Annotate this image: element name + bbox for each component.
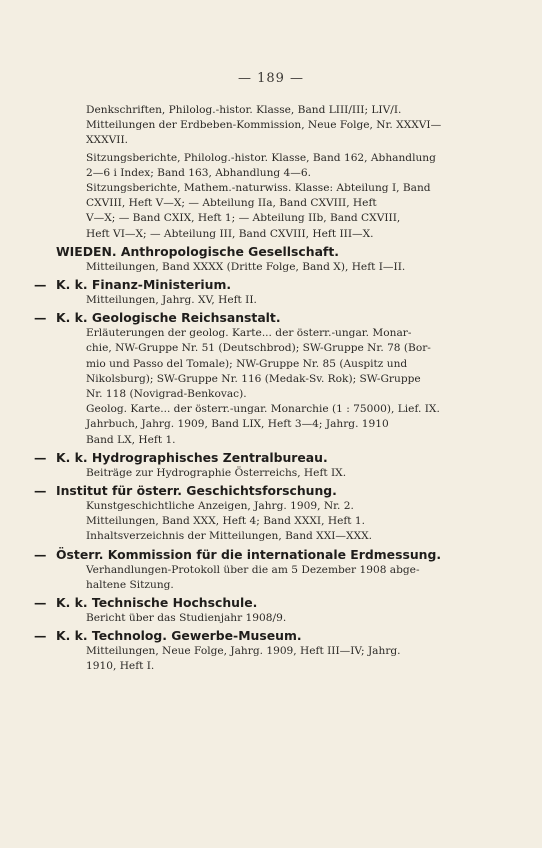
text-line: Erläuterungen der geolog. Karte... der österr.-ungar. Monar- <box>86 327 412 340</box>
text-line: Beiträge zur Hydrographie Österreichs, Heft IX. <box>86 466 347 479</box>
entry-denkschriften <box>86 103 486 149</box>
section-heading <box>34 450 486 466</box>
text-line: Mitteilungen, Band XXX, Heft 4; Band XXXI, Heft 1. <box>86 515 365 528</box>
heading-text: WIEDEN. Anthropologische Gesellschaft. <box>56 243 339 259</box>
heading-text: K. k. Hydrographisches Zentralbureau. <box>56 449 328 465</box>
section-heading <box>34 547 486 563</box>
dash-marker: — <box>34 310 47 326</box>
dash-marker: — <box>34 595 47 611</box>
text-line: chie, NW-Gruppe Nr. 51 (Deutschbrod); SW-Gruppe Nr. 78 (Bor- <box>86 342 431 355</box>
section-entries <box>86 260 486 275</box>
text-line: XXXVII. <box>86 134 129 147</box>
text-line: Verhandlungen-Protokoll über die am 5 Dezember 1908 abge- <box>86 563 420 576</box>
text-line: CXVIII, Heft V—X; — Abteilung IIa, Band CXVIII, Heft <box>86 197 377 210</box>
text-line: Sitzungsberichte, Mathem.-naturwiss. Klasse: Abteilung I, Band <box>86 182 431 195</box>
heading-text: K. k. Geologische Reichsanstalt. <box>56 310 281 326</box>
section-entries <box>86 644 486 674</box>
section-heading <box>34 595 486 611</box>
heading-text: K. k. Technische Hochschule. <box>56 595 258 611</box>
institution-sections <box>34 243 486 675</box>
dash-marker: — <box>34 449 47 465</box>
section-heading <box>34 277 486 293</box>
text-line: V—X; — Band CXIX, Heft 1; — Abteilung IIb, Band CXVIII, <box>86 212 401 225</box>
dash-marker: — <box>34 277 47 293</box>
text-line: 2—6 i Index; Band 163, Abhandlung 4—6. <box>86 166 311 179</box>
text-line: Denkschriften, Philolog.-histor. Klasse, Band LIII/III; LIV/I. <box>86 104 402 116</box>
text-line: Mitteilungen, Jahrg. XV, Heft II. <box>86 294 257 307</box>
text-line: mio und Passo del Tomale); NW-Gruppe Nr. 85 (Auspitz und <box>86 357 408 370</box>
text-line: Mitteilungen, Band XXXX (Dritte Folge, Band X), Heft I—II. <box>86 260 406 273</box>
text-line: Geolog. Karte... der österr.-ungar. Monarchie (1 : 75000), Lief. IX. <box>86 403 440 416</box>
text-line: Mitteilungen, Neue Folge, Jahrg. 1909, Heft III—IV; Jahrg. <box>86 645 401 658</box>
section-entries <box>86 611 486 626</box>
heading-text: K. k. Technolog. Gewerbe-Museum. <box>56 628 302 644</box>
text-line: Heft VI—X; — Abteilung III, Band CXVIII, Heft III—X. <box>86 227 374 240</box>
dash-marker: — <box>34 546 47 562</box>
dash-marker: — <box>34 483 47 499</box>
text-line: Kunstgeschichtliche Anzeigen, Jahrg. 1909, Nr. 2. <box>86 500 354 513</box>
text-line: Nr. 118 (Novigrad-Benkovac). <box>86 388 247 401</box>
text-line: 1910, Heft I. <box>86 660 155 673</box>
section-heading <box>56 244 486 260</box>
page-number: — 189 — <box>237 71 305 86</box>
section-entries <box>86 293 486 308</box>
text-line: haltene Sitzung. <box>86 578 174 591</box>
section-heading <box>34 483 486 499</box>
text-line: Mitteilungen der Erdbeben-Kommission, Neue Folge, Nr. XXXVI— <box>86 119 442 132</box>
section-entries <box>86 466 486 481</box>
section-heading <box>34 310 486 326</box>
section-heading <box>34 628 486 644</box>
text-line: Jahrbuch, Jahrg. 1909, Band LIX, Heft 3—4; Jahrg. 1910 <box>86 418 389 431</box>
text-line: Nikolsburg); SW-Gruppe Nr. 116 (Medak-Sv. Rok); SW-Gruppe <box>86 372 421 385</box>
section-entries <box>86 499 486 545</box>
text-line: Bericht über das Studienjahr 1908/9. <box>86 612 287 625</box>
dash-marker: — <box>34 628 47 644</box>
text-line: Band LX, Heft 1. <box>86 433 176 446</box>
text-line: Inhaltsverzeichnis der Mitteilungen, Band XXI—XXX. <box>86 530 373 543</box>
page-body <box>34 103 486 677</box>
heading-text: Österr. Kommission für die internationale Erdmessung. <box>56 546 442 562</box>
heading-text: Institut für österr. Geschichtsforschung. <box>56 483 337 499</box>
section-entries <box>86 563 486 593</box>
text-line: Sitzungsberichte, Philolog.-histor. Klasse, Band 162, Abhandlung <box>86 151 436 164</box>
entry-sitzungsberichte <box>86 151 486 242</box>
heading-text: K. k. Finanz-Ministerium. <box>56 277 232 293</box>
section-entries <box>86 326 486 448</box>
